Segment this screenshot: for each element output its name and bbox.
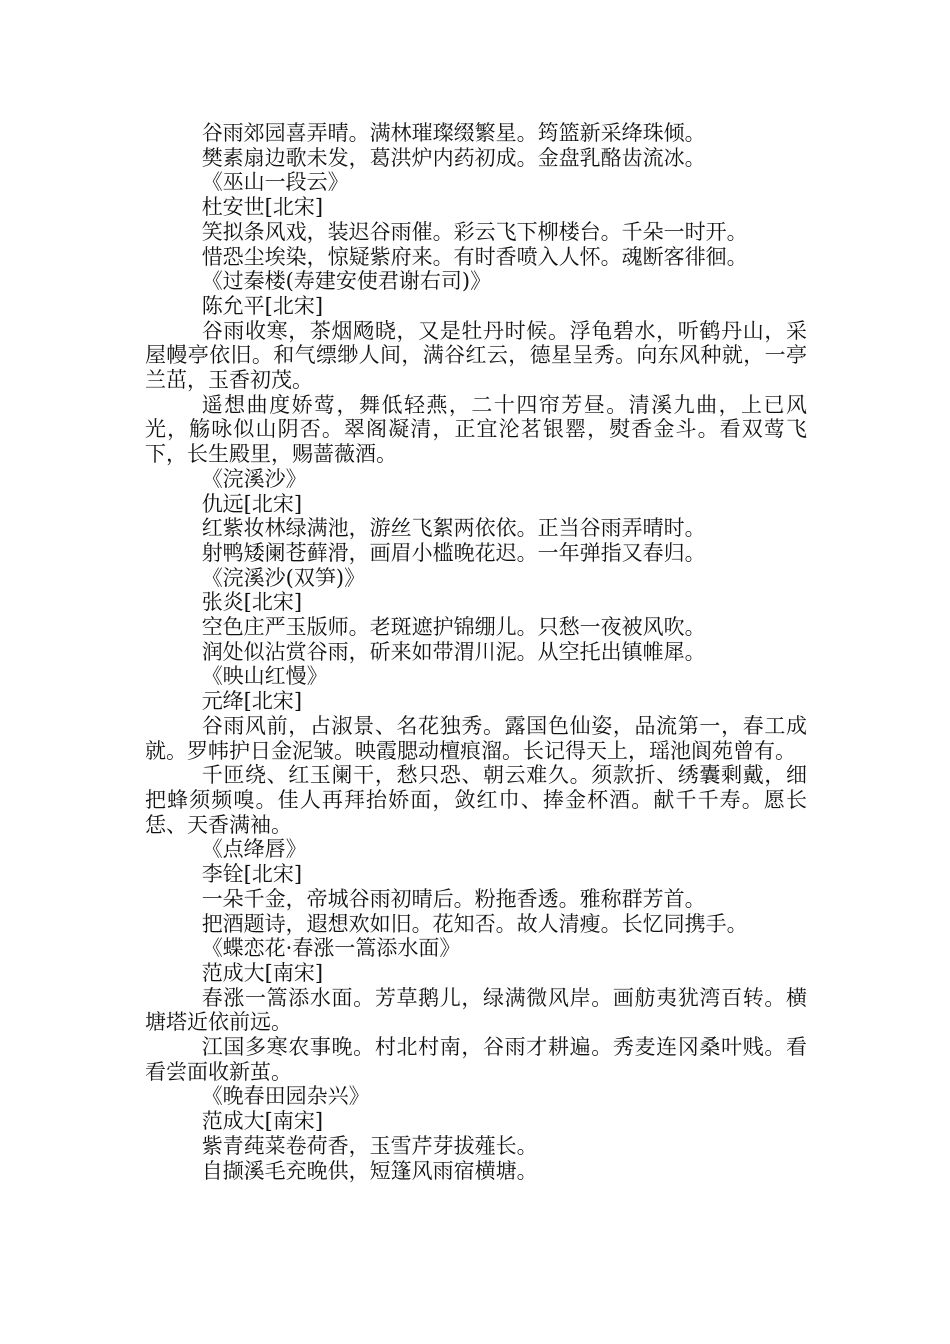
poem-author: 范成大[南宋] <box>201 960 324 985</box>
verse-paragraph: 射鸭矮阑苍藓滑，画眉小槛晚花迟。一年弹指又春归。 <box>201 540 706 565</box>
verse-paragraph: 空色庄严玉版师。老斑遮护锦绷儿。只愁一夜被风吹。 <box>201 615 706 640</box>
verse-paragraph: 谷雨收寒，茶烟飏晓，又是牡丹时候。浮龟碧水，听鹤丹山，采屋幔亭依旧。和气缥缈人间，满谷红云，德星呈秀。向东风种就，一亭兰茁，玉香初茂。 <box>145 318 807 393</box>
verse-paragraph: 笑拟条风戏，装迟谷雨催。彩云飞下柳楼台。千朵一时开。 <box>201 219 748 244</box>
poem-title: 《浣溪沙》 <box>201 466 307 491</box>
poem-author: 张炎[北宋] <box>201 590 303 615</box>
verse-paragraph: 润处似沾赏谷雨，斫来如带渭川泥。从空托出镇帷犀。 <box>201 639 706 664</box>
document-body <box>145 121 807 1183</box>
poem-author: 李铨[北宋] <box>201 862 303 887</box>
verse-paragraph: 樊素扇边歌未发，葛洪炉内药初成。金盘乳酪齿流冰。 <box>201 145 706 170</box>
verse-paragraph: 紫青莼菜卷荷香，玉雪芹芽拔薤长。 <box>201 1133 538 1158</box>
verse-paragraph: 惜恐尘埃染，惊疑紫府来。有时香喷入人怀。魂断客徘徊。 <box>201 244 748 269</box>
poem-title: 《过秦楼(寿建安使君谢右司)》 <box>201 269 492 294</box>
poem-author: 范成大[南宋] <box>201 1109 324 1134</box>
verse-paragraph: 春涨一篙添水面。芳草鹅儿，绿满微风岸。画舫夷犹湾百转。横塘塔近依前远。 <box>145 985 807 1035</box>
verse-paragraph: 把酒题诗，遐想欢如旧。花知否。故人清瘦。长忆同携手。 <box>201 911 748 936</box>
verse-paragraph: 江国多寒农事晚。村北村南，谷雨才耕遍。秀麦连冈桑叶贱。看看尝面收新茧。 <box>145 1035 807 1084</box>
poem-title: 《巫山一段云》 <box>201 170 349 195</box>
verse-paragraph: 谷雨郊园喜弄晴。满林璀璨缀繁星。筠篮新采绛珠倾。 <box>201 121 706 145</box>
verse-paragraph: 千匝绕、红玉阑干，愁只恐、朝云难久。须款折、绣囊剩戴，细把蜂须频嗅。佳人再拜抬娇面，敛红巾、捧金杯酒。献千千寿。愿长恁、天香满袖。 <box>145 763 807 837</box>
poem-author: 杜安世[北宋] <box>201 195 324 220</box>
poem-title: 《点绛唇》 <box>201 837 307 862</box>
poem-author: 仇远[北宋] <box>201 491 303 516</box>
verse-paragraph: 谷雨风前，占淑景、名花独秀。露国色仙姿，品流第一，春工成就。罗帏护日金泥皱。映霞腮动檀痕溜。长记得天上，瑶池阆苑曾有。 <box>145 713 807 763</box>
verse-paragraph: 一朵千金，帝城谷雨初晴后。粉拖香透。雅称群芳首。 <box>201 886 706 911</box>
poem-title: 《蝶恋花·春涨一篙添水面》 <box>201 936 461 961</box>
poem-author: 元绛[北宋] <box>201 689 303 714</box>
poem-title: 《映山红慢》 <box>201 664 328 689</box>
verse-paragraph: 自撷溪毛充晚供，短篷风雨宿横塘。 <box>201 1158 538 1183</box>
poem-title: 《晚春田园杂兴》 <box>201 1084 370 1109</box>
verse-paragraph: 遥想曲度娇莺，舞低轻燕，二十四帘芳昼。清溪九曲，上已风光，觞咏似山阴否。翠阁凝清，正宜沦茗银罂，熨香金斗。看双莺飞下，长生殿里，赐蔷薇酒。 <box>145 392 807 467</box>
poem-author: 陈允平[北宋] <box>201 293 324 318</box>
verse-paragraph: 红紫妆林绿满池，游丝飞絮两依依。正当谷雨弄晴时。 <box>201 516 706 541</box>
poem-title: 《浣溪沙(双笋)》 <box>201 565 366 590</box>
